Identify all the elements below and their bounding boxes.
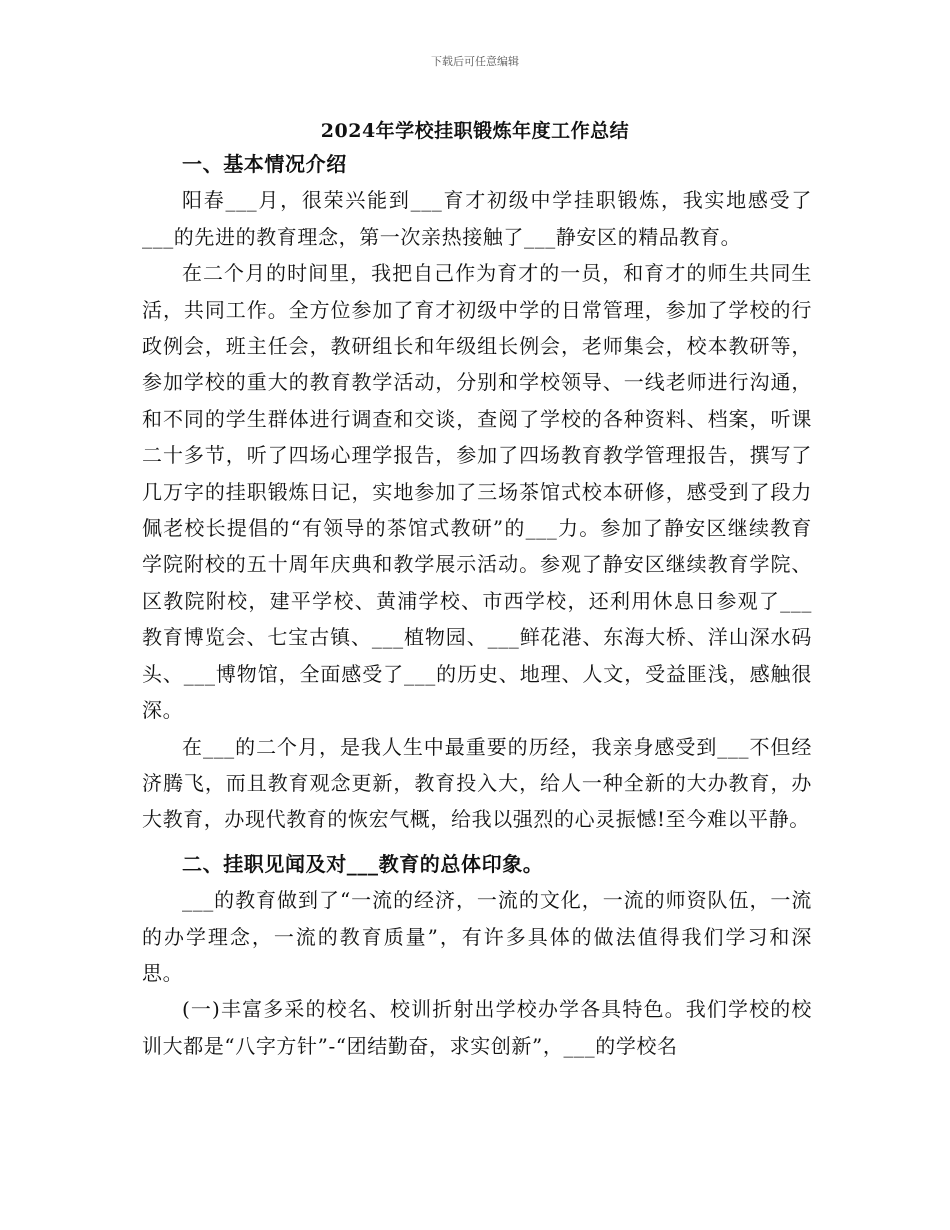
paragraph: 在二个月的时间里，我把自己作为育才的一员，和育才的师生共同生活，共同工作。全方位参加了育才初级中学的日常管理，参加了学校的行政例会，班主任会，教研组长和年级组长例会，老师集会，校本教研等，参加学校的重大的教育教学活动，分别和学校领导、一线老师进行沟通，和不同的学生群体进行调查和交谈，查阅了学校的各种资料、档案，听课二十多节，听了四场心理学报告，参加了四场教育教学管理报告，撰写了几万字的挂职锻炼日记，实地参加了三场茶馆式校本研修，感受到了段力佩老校长提倡的“有领导的茶馆式教研”的___力。参加了静安区继续教育学院附校的五十周年庆典和教学展示活动。参观了静安区继续教育学院、区教院附校，建平学校、黄浦学校、市西学校，还利用休息日参观了___教育博览会、七宝古镇、___植物园、___鲜花港、东海大桥、洋山深水码头、___博物馆，全面感受了___的历史、地理、人文，受益匪浅，感触很深。 bbox=[142, 261, 812, 723]
section-heading: 二、挂职见闻及对___教育的总体印象。 bbox=[182, 851, 544, 876]
section-heading: 一、基本情况介绍 bbox=[182, 152, 347, 176]
paragraph: ___的教育做到了“一流的经济，一流的文化，一流的师资队伍，一流的办学理念，一流的教育质量”，有许多具体的做法值得我们学习和深思。 bbox=[142, 888, 812, 985]
paragraph: 在___的二个月，是我人生中最重要的历经，我亲身感受到___不但经济腾飞，而且教育观念更新，教育投入大，给人一种全新的大办教育，办大教育，办现代教育的恢宏气概，给我以强烈的心灵振憾!至今难以平静。 bbox=[142, 734, 812, 832]
paragraph: (一)丰富多采的校名、校训折射出学校办学各具特色。我们学校的校训大都是“八字方针”-“团结勤奋，求实创新”，___的学校名 bbox=[142, 997, 812, 1058]
document-body bbox=[142, 146, 812, 1064]
paragraph: 阳春___月，很荣兴能到___育才初级中学挂职锻炼，我实地感受了___的先进的教育理念，第一次亲热接触了___静安区的精品教育。 bbox=[142, 188, 812, 249]
page-title: 2024年学校挂职锻炼年度工作总结 bbox=[320, 120, 630, 142]
header-note: 下载后可任意编辑 bbox=[431, 55, 519, 68]
